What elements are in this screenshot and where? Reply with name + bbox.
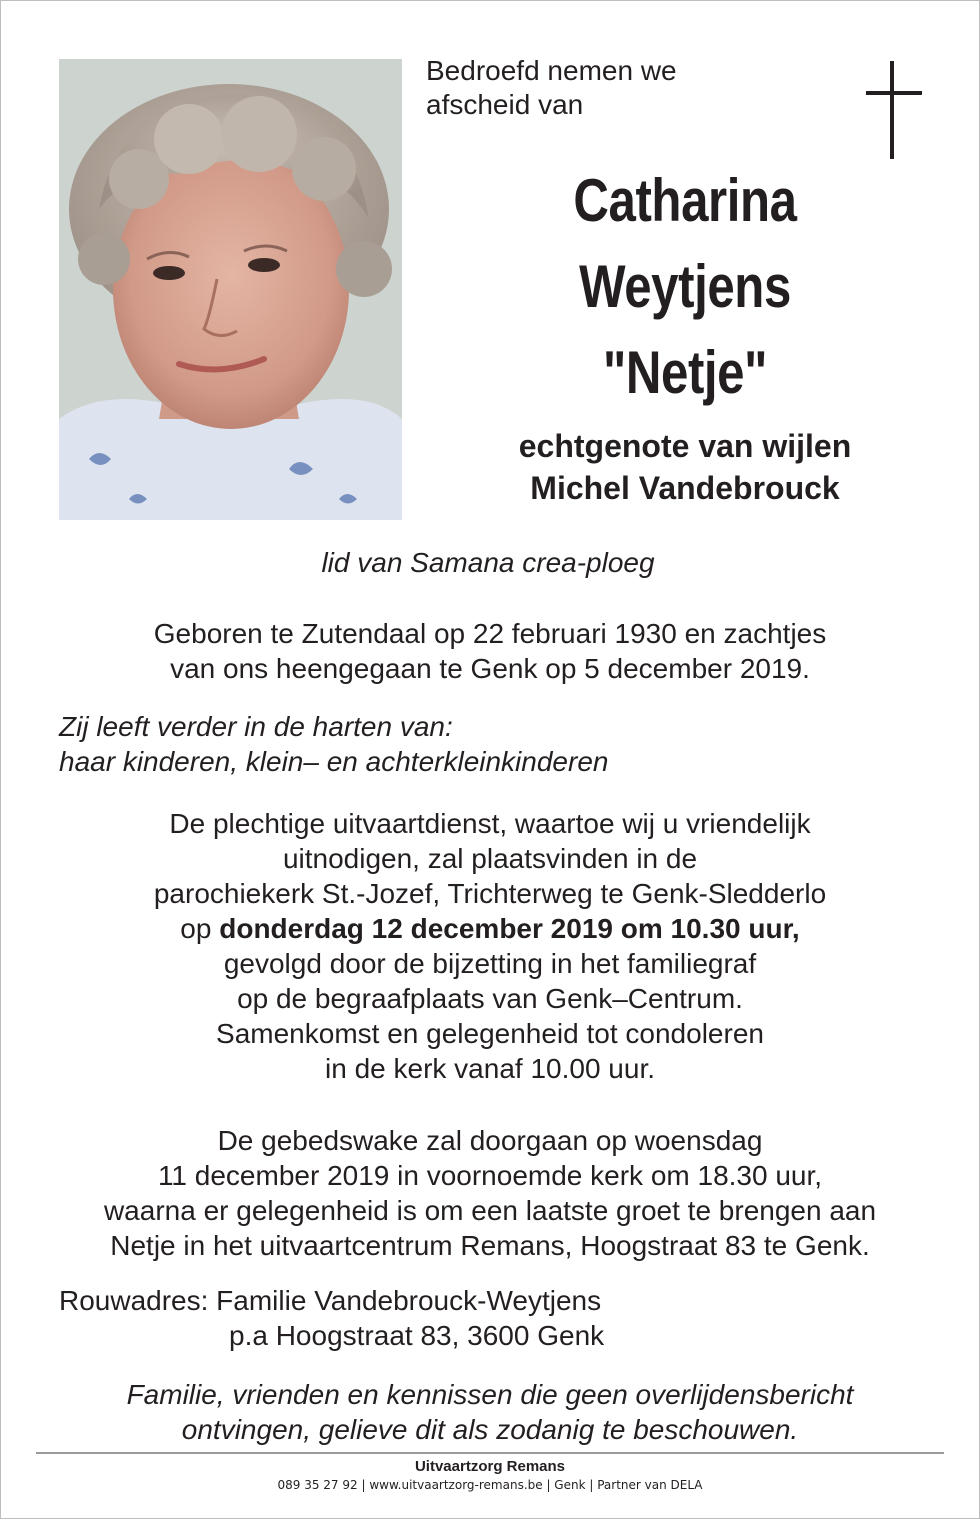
last-name: Weytjens [579,253,791,320]
wake-line: Netje in het uitvaartcentrum Remans, Hoogstraat 83 te Genk. [110,1230,870,1261]
spouse-info [440,425,930,509]
spouse-line: echtgenote van wijlen [518,428,852,464]
closing-note [0,1377,980,1447]
service-line: parochiekerk St.-Jozef, Trichterweg te Genk-Sledderlo [153,878,827,909]
service-line: uitnodigen, zal plaatsvinden in de [282,843,698,874]
closing-line: Familie, vrienden en kennissen die geen overlijdensbericht [126,1379,854,1410]
service-line: gevolgd door de bijzetting in het familiegraf [223,948,757,979]
service-line: Samenkomst en gelegenheid tot condoleren [216,1018,764,1049]
cross-icon [862,61,926,159]
funeral-service [0,806,980,1086]
spouse-line: Michel Vandebrouck [530,470,840,506]
closing-line: ontvingen, gelieve dit als zodanig te beschouwen. [181,1414,799,1445]
service-date-line [0,911,980,946]
company-contact: 089 35 27 92 | www.uitvaartzorg-remans.be | Genk | Partner van DELA [277,1478,703,1492]
birth-death [0,616,980,686]
wake-line: waarna er gelegenheid is om een laatste groet te brengen aan [103,1195,877,1226]
membership: lid van Samana crea-ploeg [321,547,655,578]
mourning-address [59,1283,604,1353]
deceased-name [484,158,886,416]
portrait-illustration [59,59,402,520]
birth-death-line: van ons heengegaan te Genk op 5 december 2019. [170,653,810,684]
intro-text [426,54,677,122]
lives-on-line: Zij leeft verder in de harten van: [59,711,453,742]
prayer-wake [0,1123,980,1263]
service-line: op de begraafplaats van Genk–Centrum. [237,983,743,1014]
mourning-address-line: Rouwadres: Familie Vandebrouck-Weytjens [59,1285,602,1316]
lives-on [59,709,608,779]
service-line: in de kerk vanaf 10.00 uur. [325,1053,655,1084]
wake-line: 11 december 2019 in voornoemde kerk om 18.30 uur, [157,1160,823,1191]
service-date: donderdag 12 december 2019 om 10.30 uur, [219,913,800,944]
mourning-address-line: p.a Hoogstraat 83, 3600 Genk [229,1320,605,1351]
wake-line: De gebedswake zal doorgaan op woensdag [217,1125,763,1156]
service-date-prefix: op [180,913,212,944]
nickname: "Netje" [602,339,768,406]
portrait-photo [59,59,402,520]
footer-divider [36,1452,944,1454]
intro-line: afscheid van [426,89,584,120]
first-name: Catharina [573,167,797,234]
birth-death-line: Geboren te Zutendaal op 22 februari 1930 en zachtjes [153,618,827,649]
funeral-company: Uitvaartzorg Remans [414,1458,566,1475]
intro-line: Bedroefd nemen we [426,55,677,86]
lives-on-line: haar kinderen, klein– en achterkleinkinderen [59,746,609,777]
service-line: De plechtige uitvaartdienst, waartoe wij u vriendelijk [169,808,811,839]
